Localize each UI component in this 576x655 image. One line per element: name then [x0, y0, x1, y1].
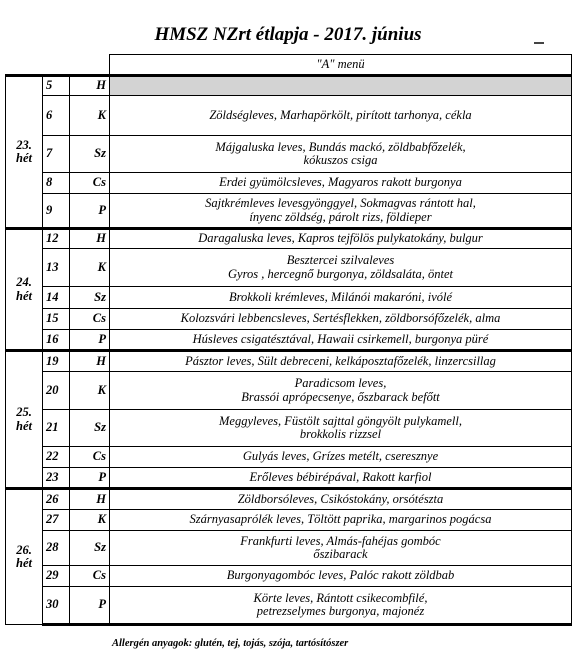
menu-header: "A" menü [110, 55, 572, 76]
day-row [6, 351, 572, 372]
blank-cell [43, 55, 70, 76]
dish-line: Brassói aprópecsenye, őszbarack befőtt [241, 389, 440, 404]
dish-line: petrezselymes burgonya, majonéz [256, 604, 425, 618]
dish-cell [110, 229, 572, 249]
day-number: 26 [43, 489, 70, 510]
day-number: 5 [43, 76, 70, 96]
day-number: 8 [43, 173, 70, 194]
menu-header-row [6, 55, 572, 76]
day-row [6, 372, 572, 410]
day-abbreviation: K [70, 96, 110, 136]
day-abbreviation: Sz [70, 136, 110, 173]
dish-line: Pásztor leves, Sült debreceni, kelkáposztafőzelék, linzercsillag [185, 353, 496, 368]
day-row [6, 136, 572, 173]
day-row [6, 229, 572, 249]
dish-line: Frankfurti leves, Almás-fahéjas gombóc [240, 533, 441, 548]
day-abbreviation: Cs [70, 309, 110, 330]
dish-cell [110, 372, 572, 410]
dish-cell [110, 330, 572, 351]
dish-cell [110, 173, 572, 194]
day-row [6, 510, 572, 531]
day-number: 23 [43, 468, 70, 489]
day-row [6, 287, 572, 309]
dish-line: Sajtkrémleves levesgyönggyel, Sokmagvas rántott hal, [205, 196, 476, 210]
menu-table [5, 54, 572, 626]
dish-line: őszibarack [313, 547, 368, 561]
day-abbreviation: Sz [70, 410, 110, 447]
day-abbreviation: K [70, 372, 110, 410]
dish-line: Brokkoli krémleves, Milánói makaróni, ivólé [228, 289, 453, 304]
dish-line: Meggyleves, Füstölt sajttal göngyölt pulykamell, [219, 413, 462, 428]
page-title: HMSZ NZrt étlapja - 2017. június [154, 24, 422, 45]
day-abbreviation: P [70, 330, 110, 351]
dish-line: kókuszos csiga [303, 153, 378, 167]
blank-cell [70, 55, 110, 76]
dish-cell [110, 489, 572, 510]
day-abbreviation: H [70, 76, 110, 96]
day-row [6, 330, 572, 351]
day-row [6, 447, 572, 468]
week-label [6, 76, 43, 229]
week-number: 25. [16, 405, 32, 419]
day-number: 9 [43, 194, 70, 229]
dish-cell [110, 447, 572, 468]
day-number: 21 [43, 410, 70, 447]
day-number: 14 [43, 287, 70, 309]
day-abbreviation: P [70, 194, 110, 229]
day-row [6, 410, 572, 447]
day-abbreviation: P [70, 468, 110, 489]
dish-cell [110, 96, 572, 136]
day-abbreviation: H [70, 229, 110, 249]
day-abbreviation: Cs [70, 566, 110, 587]
dish-line: Daragaluska leves, Kapros tejfölös pulykatokány, bulgur [198, 231, 483, 246]
dish-cell [110, 566, 572, 587]
dish-cell [110, 287, 572, 309]
dish-line: Szárnyasaprólék leves, Töltött paprika, margarinos pogácsa [189, 512, 492, 527]
week-word: hét [16, 151, 32, 165]
week-number: 23. [16, 137, 32, 152]
day-row [6, 587, 572, 625]
day-row [6, 566, 572, 587]
day-number: 15 [43, 309, 70, 330]
dish-cell [110, 136, 572, 173]
dish-cell [110, 410, 572, 447]
day-abbreviation: H [70, 351, 110, 372]
day-abbreviation: P [70, 587, 110, 625]
week-word: hét [16, 556, 32, 570]
dish-line: Erőleves bébirépával, Rakott karfiol [249, 469, 432, 484]
blank-cell [6, 55, 43, 76]
day-abbreviation: H [70, 489, 110, 510]
dish-line: Húsleves csigatésztával, Hawaii csirkemell, burgonya püré [192, 331, 489, 346]
week-number: 26. [16, 542, 32, 557]
stray-mark [534, 42, 544, 44]
dish-line: Gulyás leves, Grízes metélt, cseresznye [242, 449, 439, 464]
dish-line: Zöldségleves, Marhapörkölt, pirított tarhonya, cékla [209, 107, 472, 122]
dish-cell [110, 309, 572, 330]
day-row [6, 468, 572, 489]
dish-line: Kolozsvári lebbencsleves, Sertésflekken, zöldborsófőzelék, alma [180, 311, 501, 326]
week-word: hét [16, 288, 32, 303]
dish-line: ínyenc zöldség, párolt rizs, földieper [249, 209, 432, 224]
day-row [6, 531, 572, 566]
week-label [6, 229, 43, 351]
day-abbreviation: Sz [70, 287, 110, 309]
day-abbreviation: K [70, 249, 110, 287]
day-row [6, 489, 572, 510]
day-row [6, 173, 572, 194]
day-number: 13 [43, 249, 70, 287]
dish-line: brokkolis rizzsel [299, 427, 382, 441]
week-number: 24. [16, 275, 32, 289]
dish-line: Besztercei szilvaleves [286, 253, 395, 267]
day-row [6, 76, 572, 96]
dish-line: Májgaluska leves, Bundás mackó, zöldbabfőzelék, [215, 139, 466, 154]
day-abbreviation: Cs [70, 173, 110, 194]
menu-table-body [6, 55, 572, 625]
dish-line: Burgonyagombóc leves, Palóc rakott zöldbab [226, 568, 455, 583]
dish-cell [110, 76, 572, 96]
dish-cell [110, 510, 572, 531]
dish-cell [110, 194, 572, 229]
dish-cell [110, 587, 572, 625]
day-number: 28 [43, 531, 70, 566]
dish-cell [110, 249, 572, 287]
dish-line: Zöldborsóleves, Csikóstokány, orsótészta [237, 491, 444, 506]
day-number: 6 [43, 96, 70, 136]
allergen-note: Allergén anyagok: glutén, tej, tojás, szója, tartósítószer [112, 638, 349, 649]
day-abbreviation: Sz [70, 531, 110, 566]
day-number: 29 [43, 566, 70, 587]
dish-cell [110, 468, 572, 489]
day-abbreviation: K [70, 510, 110, 531]
day-number: 30 [43, 587, 70, 625]
week-label [6, 489, 43, 625]
dish-line: Gyros , hercegnő burgonya, zöldsaláta, öntet [228, 266, 453, 281]
dish-line: Erdei gyümölcsleves, Magyaros rakott burgonya [219, 175, 462, 190]
day-number: 19 [43, 351, 70, 372]
dish-cell [110, 351, 572, 372]
dish-line: Paradicsom leves, [294, 376, 387, 390]
day-row [6, 309, 572, 330]
day-number: 27 [43, 510, 70, 531]
day-number: 20 [43, 372, 70, 410]
day-row [6, 194, 572, 229]
day-number: 7 [43, 136, 70, 173]
week-label [6, 351, 43, 489]
day-row [6, 96, 572, 136]
dish-line: Körte leves, Rántott csikecombfilé, [253, 590, 428, 605]
week-word: hét [16, 418, 32, 433]
day-row [6, 249, 572, 287]
dish-cell [110, 531, 572, 566]
day-number: 22 [43, 447, 70, 468]
day-abbreviation: Cs [70, 447, 110, 468]
day-number: 16 [43, 330, 70, 351]
day-number: 12 [43, 229, 70, 249]
